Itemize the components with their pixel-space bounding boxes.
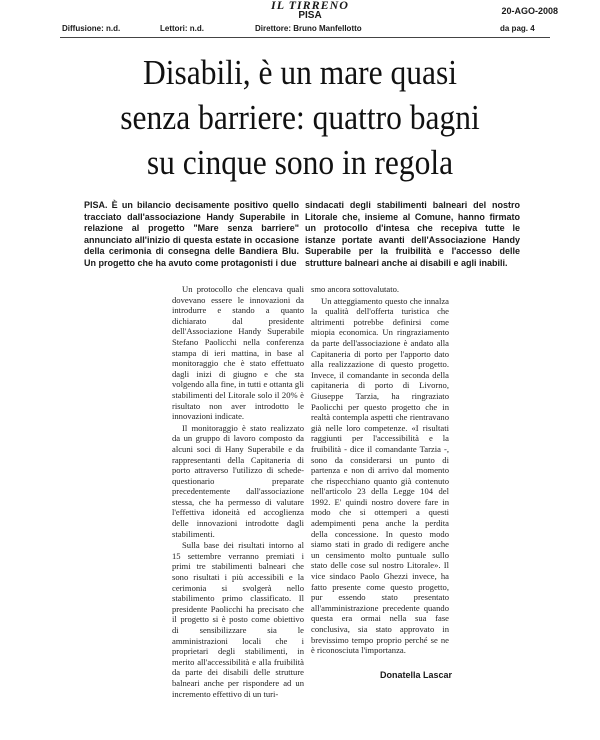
page-reference: da pag. 4 — [500, 24, 535, 33]
newspaper-masthead: IL TIRRENO — [271, 0, 349, 12]
direttore-label: Direttore: Bruno Manfellotto — [255, 24, 362, 33]
body-paragraph: smo ancora sottovalutato. — [311, 284, 400, 294]
publication-date: 20-AGO-2008 — [501, 6, 558, 16]
lead-text-right: sindacati degli stabilimenti balneari del nostro Litorale che, insieme al Comune, hanno firmato un protocollo d'intesa che recepiva tutte le istanze portate avanti dell'Associazione Handy Superabile per la fruibilità e l'accesso delle strutture balneari anche ai disabili e agli inabili. — [305, 200, 520, 268]
newspaper-edition: PISA — [298, 10, 322, 21]
headline-line-3: su cinque sono in regola — [146, 143, 454, 182]
body-paragraph: Il monitoraggio è stato realizzato da un gruppo di lavoro composto da alcuni soci di Hany Superabile e da rappresentanti della Capitaneria di porto attraverso l'utilizzo di schede-questionario preparate precedentemente dall'associazione stessa, che ha permesso di valutare l'effettiva idoneità ed accoglienza delle innovazioni introdotte dagli stabilimenti. — [172, 422, 304, 539]
body-column-right — [311, 284, 449, 657]
header-rule — [60, 37, 550, 38]
headline-line-1: Disabili, è un mare quasi — [142, 53, 458, 92]
dateline-city: PISA. — [84, 200, 108, 210]
body-paragraph: Un atteggiamento questo che innalza la qualità dell'offerta turistica che altrimenti potrebbe definirsi come miopia economica. Un ringraziamento da parte dell'associazione è andato alla Capitaneria di porto per l'apporto dato alla realizzazione di questo progetto. Invece, il comandante in seconda della capitaneria di porto di Livorno, Giuseppe Tarzia, ha ringraziato Paolicchi per questo progetto che in realtà contempla aspetti che rientravano già nelle loro competenze. «I risultati raggiunti per l'accessibilità e la fruibilità - dice il comandante Tarzia -, sono da considerarsi un punto di partenza e non di arrivo dal momento che rispecchiano quanto già contenuto nell'articolo 23 della Legge 104 del 1992. E' quindi nostro dovere fare in modo che si ottemperi a questi adempimenti pena anche la perdita della concessione. In questo modo siamo stati in grado di redigere anche un censimento molto puntuale sullo stato delle cose sul nostro Litorale». Il vice sindaco Paolo Ghezzi invece, ha fatto presente come questo progetto, pur essendo stato presentato all'amministrazione precedente quando questa era ormai nella sua fase conclusiva, sia stato approvato in brevissimo tempo proprio perché se ne è riconosciuta l'importanza. — [311, 295, 449, 656]
body-paragraph: Sulla base dei risultati intorno al 15 settembre verranno premiati i primi tre stabilimenti balneari che sono risultati i più accessibili e la cerimonia si svolgerà nello stabilimento primo classificato. Il presidente Paolicchi ha precisato che il progetto si è posto come obiettivo di sensibilizzare sia le amministrazioni locali che i proprietari degli stabilimenti, in merito all'accessibilità e alla fruibilità da parte dei disabili delle strutture balneari anche per rispondere ad un incremento effettivo di un turi- — [172, 540, 304, 699]
headline-line-2: senza barriere: quattro bagni — [120, 98, 480, 137]
clipping-header — [0, 0, 600, 40]
body-column-left — [172, 284, 304, 700]
lead-paragraph-left — [84, 200, 299, 269]
lead-text-left: È un bilancio decisamente positivo quello tracciato dall'associazione Handy Superabile in relazione al progetto "Mare senza barriere" annunciato all'inizio di questa estate in occasione della cerimonia di consegna delle Bandiera Blu. Un progetto che ha avuto come protagonisti i due — [84, 200, 299, 268]
lettori-label: Lettori: n.d. — [160, 24, 204, 33]
author-signature: Donatella Lascar — [379, 670, 452, 680]
article-headline — [102, 50, 498, 185]
diffusione-label: Diffusione: n.d. — [62, 24, 121, 33]
body-paragraph: Un protocollo che elencava quali dovevano essere le innovazioni da introdurre e stando a quanto dichiarato dal presidente dell'Associazione Handy Superabile Stefano Paolicchi nella conferenza stampa di ieri mattina, in base al monitoraggio che è stato effettuato dagli inizi di giugno e che sta volgendo alla fine, in tutti e ottanta gli stabilimenti del Litorale solo il 20% è risultato non aver introdotto le innovazioni indicate. — [172, 284, 304, 422]
lead-paragraph-right — [305, 200, 520, 269]
